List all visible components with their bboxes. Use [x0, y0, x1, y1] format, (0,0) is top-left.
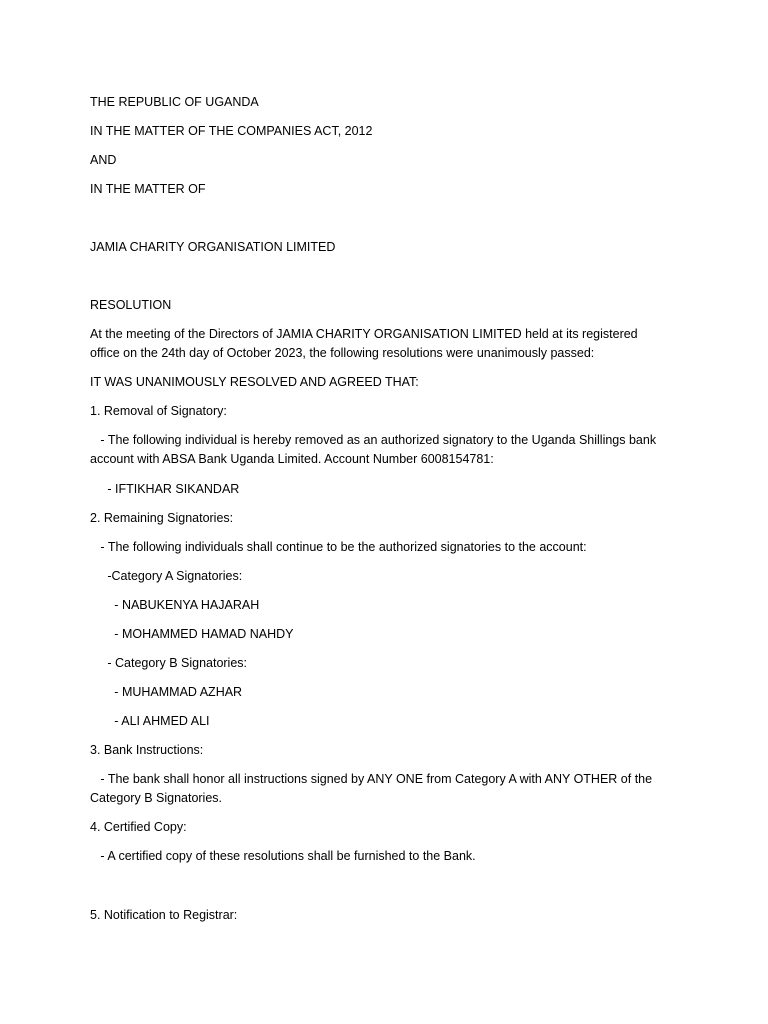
header-and: AND [90, 153, 117, 167]
item1-person: - IFTIKHAR SIKANDAR [90, 482, 240, 496]
item5-heading: 5. Notification to Registrar: [90, 908, 238, 922]
item4-text: - A certified copy of these resolutions shall be furnished to the Bank. [90, 849, 476, 863]
item1-text: - The following individual is hereby removed as an authorized signatory to the Uganda Shillings bank account with ABSA Bank Uganda Limited. Account Number 6008154781: [90, 433, 660, 466]
header-republic: THE REPUBLIC OF UGANDA [90, 95, 259, 109]
company-name: JAMIA CHARITY ORGANISATION LIMITED [90, 240, 336, 254]
item3-text: - The bank shall honor all instructions signed by ANY ONE from Category A with ANY OTHER of the Category B Signatories. [90, 772, 656, 805]
category-a-person: - NABUKENYA HAJARAH [90, 598, 260, 612]
item2-text: - The following individuals shall continue to be the authorized signatories to the account: [90, 540, 587, 554]
header-in-the-matter-of: IN THE MATTER OF [90, 182, 206, 196]
category-a-person: - MOHAMMED HAMAD NAHDY [90, 627, 294, 641]
item1-heading: 1. Removal of Signatory: [90, 404, 227, 418]
intro-paragraph: At the meeting of the Directors of JAMIA CHARITY ORGANISATION LIMITED held at its registered office on the 24th day of October 2023, the following resolutions were unanimously passed: [90, 327, 638, 360]
header-companies-act: IN THE MATTER OF THE COMPANIES ACT, 2012 [90, 124, 373, 138]
resolved-statement: IT WAS UNANIMOUSLY RESOLVED AND AGREED THAT: [90, 375, 419, 389]
category-b-heading: - Category B Signatories: [90, 656, 248, 670]
item2-heading: 2. Remaining Signatories: [90, 511, 234, 525]
resolution-title: RESOLUTION [90, 298, 172, 312]
category-b-person: - ALI AHMED ALI [90, 714, 210, 728]
item4-heading: 4. Certified Copy: [90, 820, 187, 834]
category-a-heading: -Category A Signatories: [90, 569, 243, 583]
category-b-person: - MUHAMMAD AZHAR [90, 685, 243, 699]
item3-heading: 3. Bank Instructions: [90, 743, 204, 757]
